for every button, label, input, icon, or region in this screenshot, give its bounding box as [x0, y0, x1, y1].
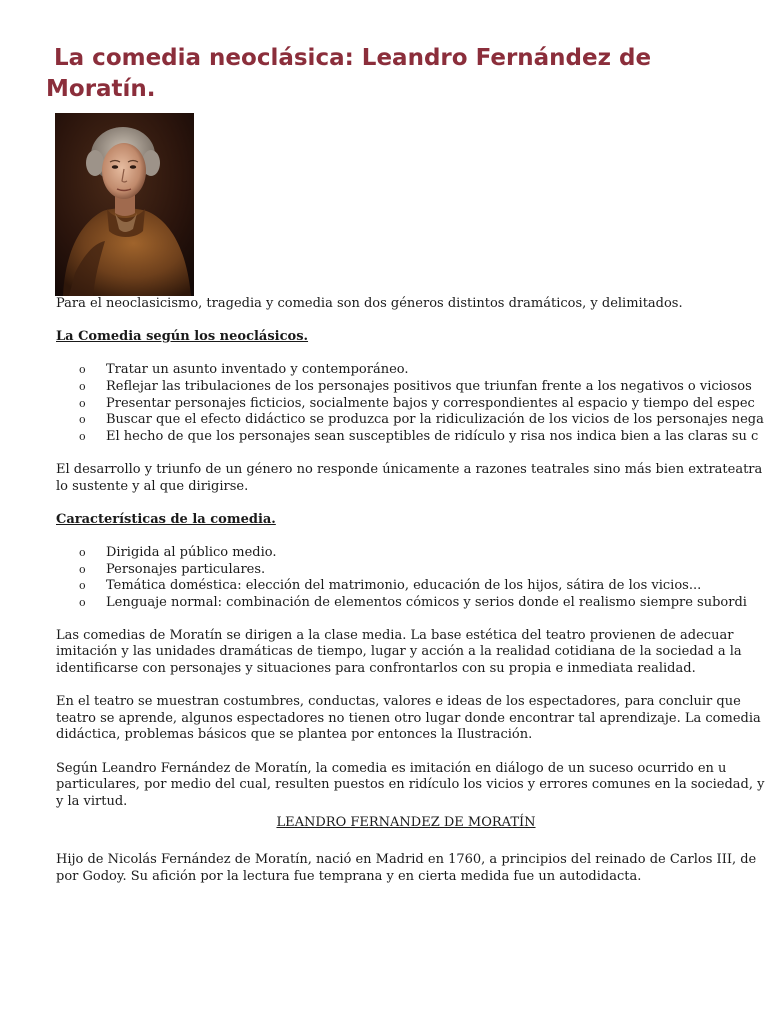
- paragraph-line: Las comedias de Moratín se dirigen a la clase media. La base estética del teatro provienen de adecuar: [56, 627, 734, 643]
- paragraph-line: por Godoy. Su afición por la lectura fue temprana y en cierta medida fue un autodidacta.: [56, 868, 642, 884]
- paragraph-line: Según Leandro Fernández de Moratín, la comedia es imitación en diálogo de un suceso ocurrido en u: [56, 760, 727, 776]
- paragraph-line: lo sustente y al que dirigirse.: [56, 478, 249, 494]
- list-item: o Buscar que el efecto didáctico se produzca por la ridiculización de los vicios de los personajes nega: [56, 412, 768, 429]
- section-heading-caracteristicas: Características de la comedia.: [56, 511, 276, 527]
- paragraph-line: particulares, por medio del cual, resulten puestos en ridículo los vicios y errores comunes en la sociedad, y: [56, 777, 765, 793]
- paragraph-line: y la virtud.: [56, 793, 128, 809]
- portrait-painting-image: [55, 113, 194, 296]
- list-item: o Tratar un asunto inventado y contemporáneo.: [56, 362, 768, 379]
- list-item: o Presentar personajes ficticios, socialmente bajos y correspondientes al espacio y tiempo del espec: [56, 396, 768, 413]
- paragraph-line: Hijo de Nicolás Fernández de Moratín, nació en Madrid en 1760, a principios del reinado de Carlos III, de: [56, 852, 757, 867]
- paragraph-biografia: [56, 852, 768, 885]
- paragraph-line: El desarrollo y triunfo de un género no responde únicamente a razones teatrales sino más bien extrateatra: [56, 461, 763, 477]
- page-title: La comedia neoclásica: Leandro Fernández de Moratín.: [46, 45, 652, 102]
- intro-paragraph: Para el neoclasicismo, tragedia y comedia son dos géneros distintos dramáticos, y delimitados.: [56, 296, 683, 311]
- caracteristicas-list: [56, 545, 768, 611]
- list-item: o El hecho de que los personajes sean susceptibles de ridículo y risa nos indica bien a las claras su c: [56, 429, 768, 446]
- paragraph-line: didáctica, problemas básicos que se plantea por entonces la Ilustración.: [56, 727, 533, 743]
- paragraph-teatro: [56, 694, 768, 744]
- list-item: o Dirigida al público medio.: [56, 545, 768, 562]
- paragraph-definicion-comedia: [56, 761, 768, 811]
- biography-heading: LEANDRO FERNANDEZ DE MORATÍN: [276, 815, 536, 831]
- paragraph-genero: [56, 462, 768, 495]
- list-item: o Reflejar las tribulaciones de los personajes positivos que triunfan frente a los negativos o viciosos: [56, 379, 768, 396]
- section-heading-comedia-neoclasicos: La Comedia según los neoclásicos.: [56, 329, 309, 345]
- comedia-neoclasicos-list: [56, 362, 768, 445]
- paragraph-line: En el teatro se muestran costumbres, conductas, valores e ideas de los espectadores, para concluir que: [56, 694, 741, 710]
- list-item: o Personajes particulares.: [56, 562, 768, 579]
- paragraph-line: imitación y las unidades dramáticas de tiempo, lugar y acción a la realidad cotidiana de la sociedad a la: [56, 644, 742, 660]
- paragraph-line: teatro se aprende, algunos espectadores no tienen otro lugar donde encontrar tal aprendizaje. La comedia: [56, 710, 761, 726]
- paragraph-line: identificarse con personajes y situaciones para confrontarlos con su propia e inmediata realidad.: [56, 661, 696, 677]
- list-item: o Temática doméstica: elección del matrimonio, educación de los hijos, sátira de los vicios...: [56, 578, 768, 595]
- paragraph-comedias-moratin: [56, 628, 768, 678]
- list-item: o Lenguaje normal: combinación de elementos cómicos y serios donde el realismo siempre subordi: [56, 595, 768, 612]
- document-body: [56, 296, 768, 885]
